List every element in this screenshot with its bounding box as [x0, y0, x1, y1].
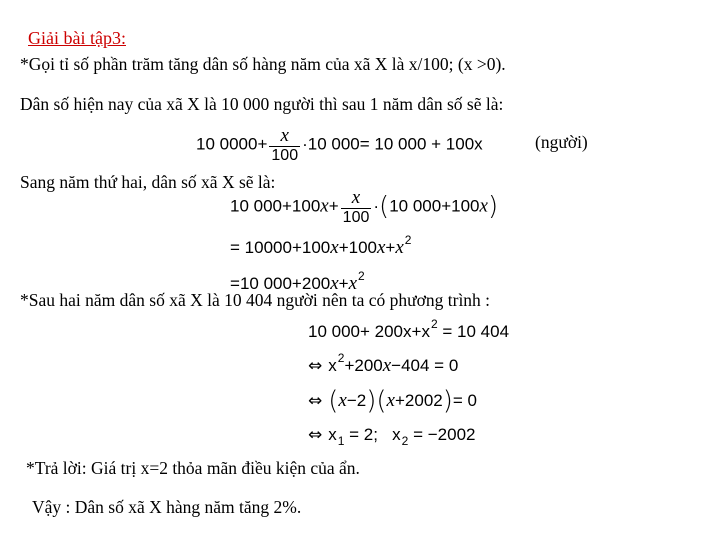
equivalence-arrow-icon: ⇔ [308, 425, 323, 445]
eq7-right-paren-2: ) [442, 386, 453, 416]
eq4-var-x2: x [348, 273, 358, 294]
eq4-equals: = [230, 274, 240, 293]
eq1-multiply: · [302, 134, 308, 154]
equation-quadratic [308, 352, 458, 375]
eq2-multiply: · [373, 196, 380, 216]
eq6-exponent: 2 [337, 351, 345, 365]
eq7-var-x1: x [338, 390, 347, 411]
eq2-var-x2: x [479, 195, 488, 217]
eq5-exponent: 2 [430, 317, 438, 331]
eq7-term-a: −2 [346, 391, 367, 410]
eq2-fraction [341, 188, 372, 226]
eq2-fraction-numerator: x [341, 188, 372, 209]
eq6-x: x [328, 356, 337, 375]
conclusion-line: Vậy : Dân số xã X hàng năm tăng 2%. [32, 497, 302, 517]
exercise-title: Giải bài tập3: [28, 28, 126, 48]
equation-setup-line: *Sau hai năm dân số xã X là 10 404 người nên ta có phương trình : [20, 290, 491, 310]
eq2-term-a: 10 000+100 [230, 196, 321, 216]
eq1-term-a: 10 0000 [196, 134, 258, 154]
eq8-x1: x [328, 425, 337, 444]
equivalence-arrow-icon: ⇔ [308, 356, 323, 376]
eq3-var-x1: x [330, 237, 339, 258]
eq4-var-x1: x [330, 273, 339, 294]
eq3-var-x3: x [395, 237, 404, 258]
eq2-fraction-denominator: 100 [342, 209, 370, 226]
answer-line: *Trả lời: Giá trị x=2 thỏa mãn điều kiện của ẩn. [26, 458, 360, 478]
eq1-plus: + [257, 134, 268, 154]
eq5-rhs: = 10 404 [442, 322, 510, 341]
eq2-term-b: 10 000+100 [389, 196, 480, 216]
eq4-exponent: 2 [358, 269, 365, 283]
eq7-left-paren-1: ( [328, 386, 339, 416]
eq8-sub2: 2 [401, 434, 409, 448]
eq3-term-b: +100 [338, 238, 377, 257]
eq2-var-x: x [320, 195, 329, 217]
eq3-var-x2: x [376, 237, 386, 258]
equation-roots [308, 426, 475, 447]
eq1-fraction-numerator: x [269, 126, 300, 147]
eq3-exponent: 2 [404, 233, 412, 247]
eq8-sub1: 1 [337, 434, 345, 448]
eq7-var-x2: x [386, 390, 395, 411]
eq2-plus: + [328, 196, 339, 216]
eq3-equals: = [230, 238, 240, 257]
equation-factored [308, 388, 477, 414]
eq1-term-b: 10 000= 10 000 + 100x [307, 134, 483, 154]
eq1-fraction [269, 126, 300, 164]
eq7-right-paren-1: ) [366, 386, 377, 416]
eq8-value2: = −2002 [408, 425, 476, 444]
eq2-left-paren: ( [379, 191, 390, 222]
eq7-left-paren-2: ( [376, 386, 387, 416]
eq8-value1: = 2; x [344, 425, 401, 444]
eq6-var-x: x [382, 355, 392, 376]
eq4-plus: + [338, 274, 349, 293]
equation-year-one-unit: (người) [535, 132, 588, 152]
eq6-term-c: −404 = 0 [391, 356, 459, 375]
equation-main [308, 318, 509, 340]
eq3-plus: + [385, 238, 396, 257]
eq4-term-a: 10 000+200 [239, 274, 331, 293]
second-year-line: Sang năm thứ hai, dân số xã X sẽ là: [20, 172, 276, 192]
equation-year-two [230, 188, 498, 226]
eq2-right-paren: ) [487, 191, 499, 222]
intro-line: *Gọi tỉ số phần trăm tăng dân số hàng năm của xã X là x/100; (x >0). [20, 54, 506, 74]
equation-year-one [196, 126, 483, 164]
eq6-term-b: +200 [344, 356, 383, 375]
population-now-line: Dân số hiện nay của xã X là 10 000 người thì sau 1 năm dân số sẽ là: [20, 94, 504, 114]
eq1-fraction-denominator: 100 [271, 147, 299, 164]
eq7-term-c: = 0 [452, 391, 477, 410]
equivalence-arrow-icon: ⇔ [308, 391, 323, 411]
equation-expanded [230, 234, 411, 257]
eq3-term-a: 10000+100 [244, 238, 331, 257]
eq7-term-b: +2002 [394, 391, 443, 410]
eq5-lhs: 10 000+ 200x+x [308, 322, 430, 341]
